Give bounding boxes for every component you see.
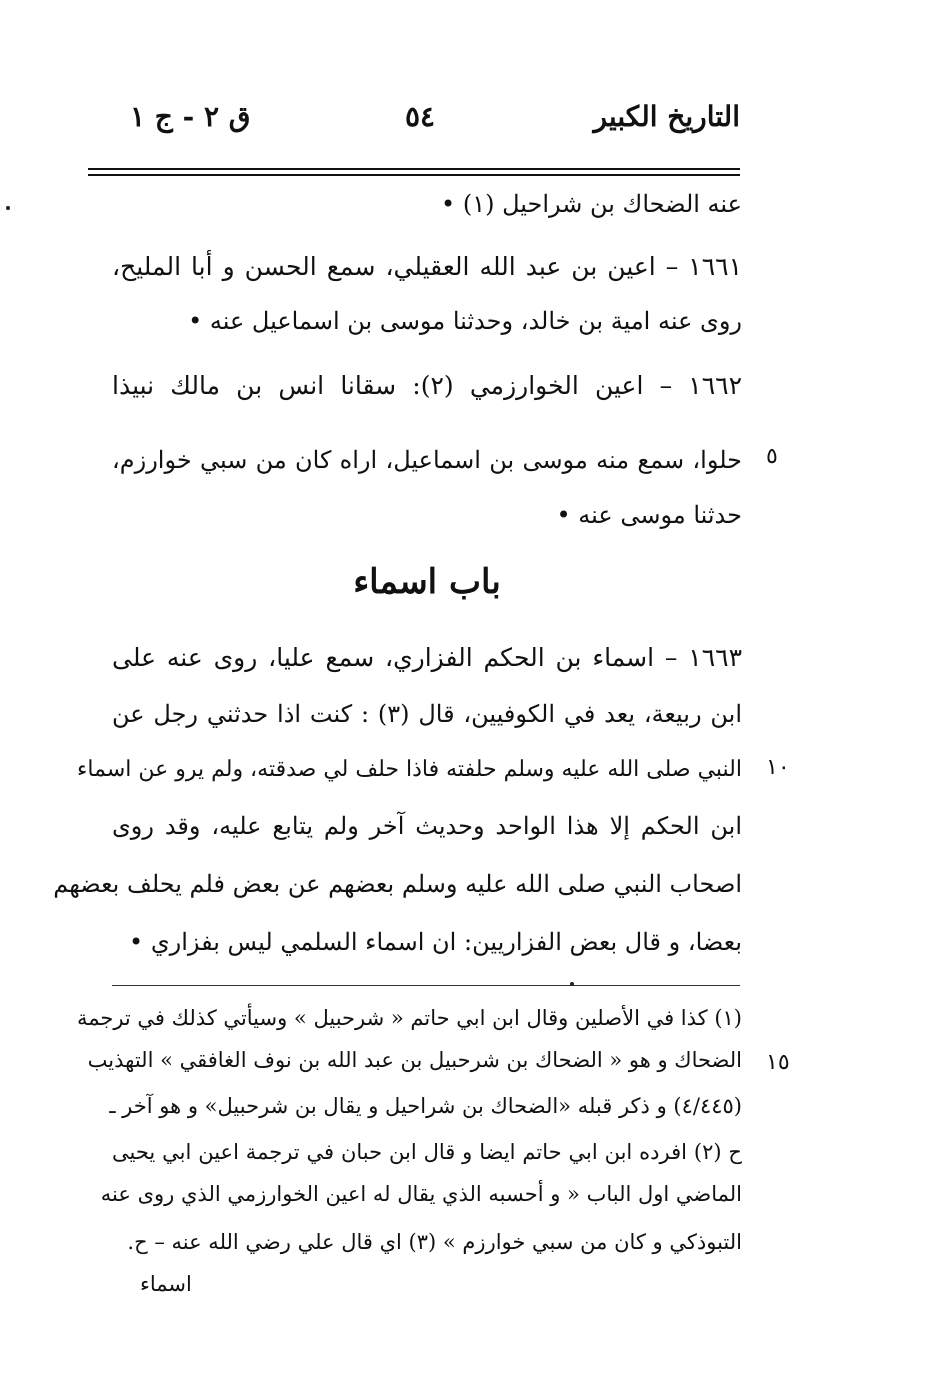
body-line: روى عنه امية بن خالد، وحدثنا موسى بن اسماعيل عنه • [188, 307, 742, 335]
body-line: بعضا، و قال بعض الفزاريين: ان اسماء السلمي ليس بفزاري • [129, 928, 742, 956]
running-header [130, 100, 740, 150]
footnote-line: الضحاك و هو « الضحاك بن شرحبيل بن عبد الله بن نوف الغافقي » التهذيب [87, 1048, 742, 1072]
entry-1661-line: ١٦٦١ – اعين بن عبد الله العقيلي، سمع الحسن و أبا المليح، [112, 252, 742, 281]
body-line: النبي صلى الله عليه وسلم حلفته فاذا حلف لي صدقته، ولم يرو عن اسماء [77, 757, 742, 782]
scan-speck [570, 982, 574, 986]
margin-line-number-5: ٥ [766, 444, 778, 469]
page-number: ٥٤ [405, 100, 436, 133]
body-line: عنه الضحاك بن شراحيل (١) • [441, 190, 742, 218]
body-line: حدثنا موسى عنه • [556, 501, 742, 529]
header-rule-bottom [88, 174, 740, 176]
margin-line-number-15: ١٥ [766, 1050, 790, 1075]
scan-speck [6, 206, 10, 210]
entry-1663-line: ١٦٦٣ – اسماء بن الحكم الفزاري، سمع عليا، روى عنه على [112, 643, 742, 672]
book-title: التاريخ الكبير [593, 100, 740, 133]
footnote-line: الماضي اول الباب « و أحسبه الذي يقال له اعين الخوارزمي الذي روى عنه [100, 1182, 742, 1206]
body-line: ابن الحكم إلا هذا الواحد وحديث آخر ولم يتابع عليه، وقد روى [112, 812, 742, 840]
body-line: حلوا، سمع منه موسى بن اسماعيل، اراه كان من سبي خوارزم، [112, 446, 742, 474]
body-line: ابن ربيعة، يعد في الكوفيين، قال (٣) : كنت اذا حدثني رجل عن [112, 700, 742, 728]
footnote-line: (١) كذا في الأصلين وقال ابن ابي حاتم « شرحبيل » وسيأتي كذلك في ترجمة [76, 1006, 742, 1030]
footnote-line: (٤/٤٤٥) و ذكر قبله «الضحاك بن شراحيل و يقال بن شرحبيل» و هو آخر ـ [109, 1094, 742, 1118]
margin-line-number-10: ١٠ [766, 755, 790, 780]
body-line: اصحاب النبي صلى الله عليه وسلم بعضهم عن بعض فلم يحلف بعضهم [53, 870, 742, 898]
entry-1662-line: ١٦٦٢ – اعين الخوارزمي (٢): سقانا انس بن مالك نبيذا [112, 371, 742, 400]
footnote-rule [112, 985, 740, 986]
section-heading: باب اسماء [353, 562, 501, 602]
footnote-line: التبوذكي و كان من سبي خوارزم » (٣) اي قال علي رضي الله عنه – ح. [127, 1230, 742, 1254]
catchword: اسماء [140, 1272, 192, 1296]
header-rule-top [88, 168, 740, 170]
volume-reference: ق ٢ - ج ١ [130, 100, 251, 133]
footnote-line: ح (٢) افرده ابن ابي حاتم ايضا و قال ابن حبان في ترجمة اعين ابي يحيى [112, 1140, 742, 1164]
